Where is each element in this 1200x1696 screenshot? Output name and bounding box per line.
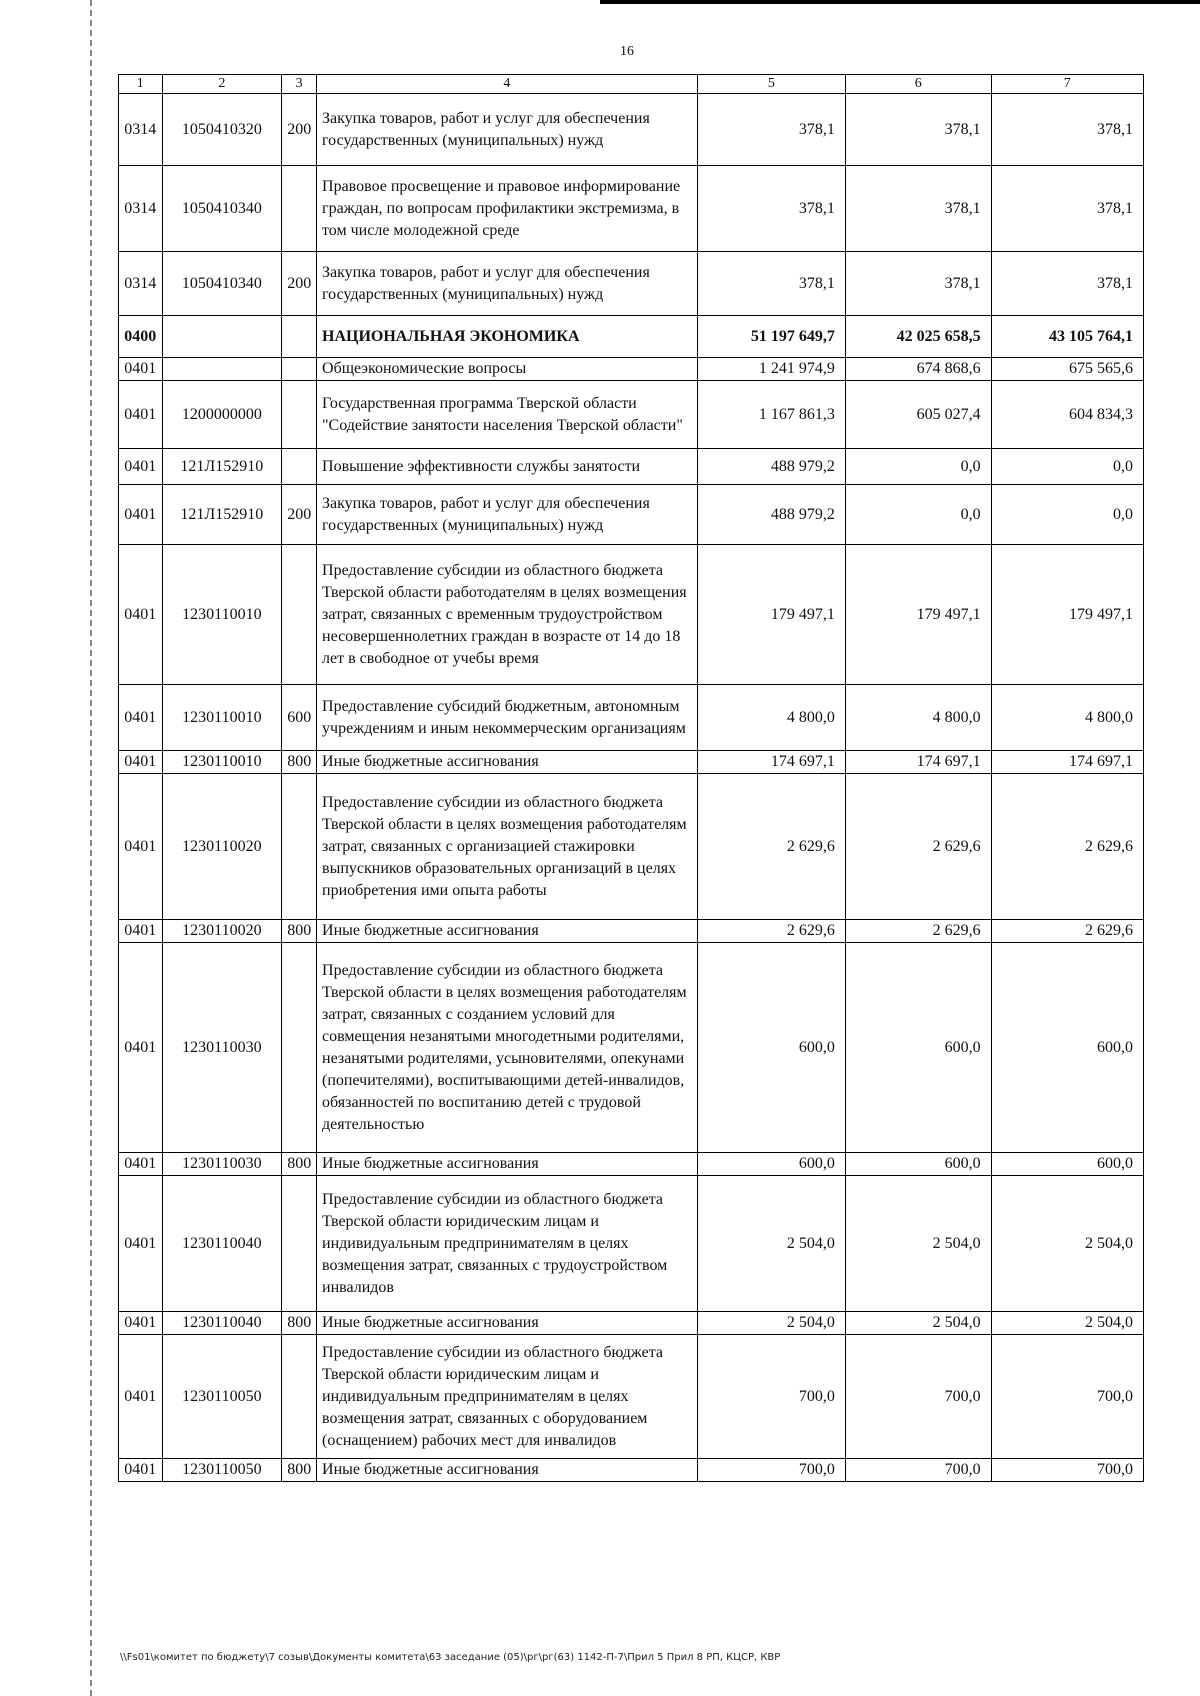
target-code: 1230110030 [162, 943, 282, 1153]
item-name: Государственная программа Тверской области "Содействие занятости населения Тверской области" [317, 381, 698, 449]
table-row [119, 1335, 1144, 1459]
expense-type [282, 166, 317, 252]
table-row [119, 449, 1144, 485]
expense-type [282, 449, 317, 485]
table-row [119, 166, 1144, 252]
amount-col-7: 43 105 764,1 [991, 316, 1143, 358]
target-code: 1050410340 [162, 166, 282, 252]
table-row [119, 685, 1144, 751]
header-col-3: 3 [282, 75, 317, 94]
table-row [119, 1176, 1144, 1312]
expense-type [282, 1176, 317, 1312]
amount-col-5: 700,0 [697, 1335, 845, 1459]
header-col-5: 5 [697, 75, 845, 94]
item-name: НАЦИОНАЛЬНАЯ ЭКОНОМИКА [317, 316, 698, 358]
table-row [119, 545, 1144, 685]
section-code: 0401 [119, 1459, 163, 1482]
amount-col-6: 42 025 658,5 [845, 316, 991, 358]
header-row [119, 75, 1144, 94]
table-row [119, 920, 1144, 943]
amount-col-7: 2 504,0 [991, 1176, 1143, 1312]
amount-col-7: 700,0 [991, 1459, 1143, 1482]
amount-col-6: 605 027,4 [845, 381, 991, 449]
expense-type [282, 545, 317, 685]
section-code: 0401 [119, 381, 163, 449]
scan-edge-line [600, 0, 1200, 4]
amount-col-5: 1 241 974,9 [697, 358, 845, 381]
amount-col-5: 378,1 [697, 252, 845, 316]
amount-col-5: 378,1 [697, 166, 845, 252]
expense-type [282, 774, 317, 920]
target-code: 1230110050 [162, 1459, 282, 1482]
amount-col-7: 600,0 [991, 943, 1143, 1153]
item-name: Общеэкономические вопросы [317, 358, 698, 381]
section-code: 0401 [119, 485, 163, 545]
amount-col-6: 378,1 [845, 94, 991, 166]
item-name: Предоставление субсидий бюджетным, автономным учреждениям и иным некоммерческим организациям [317, 685, 698, 751]
amount-col-7: 600,0 [991, 1153, 1143, 1176]
expense-type: 800 [282, 1312, 317, 1335]
section-code: 0401 [119, 358, 163, 381]
amount-col-7: 675 565,6 [991, 358, 1143, 381]
amount-col-5: 488 979,2 [697, 485, 845, 545]
section-code: 0314 [119, 252, 163, 316]
amount-col-6: 674 868,6 [845, 358, 991, 381]
amount-col-7: 4 800,0 [991, 685, 1143, 751]
item-name: Закупка товаров, работ и услуг для обеспечения государственных (муниципальных) нужд [317, 94, 698, 166]
item-name: Иные бюджетные ассигнования [317, 920, 698, 943]
amount-col-7: 700,0 [991, 1335, 1143, 1459]
binding-margin-line [90, 0, 92, 1696]
section-code: 0401 [119, 449, 163, 485]
amount-col-5: 179 497,1 [697, 545, 845, 685]
amount-col-6: 174 697,1 [845, 751, 991, 774]
target-code [162, 358, 282, 381]
item-name: Иные бюджетные ассигнования [317, 1312, 698, 1335]
target-code: 1050410340 [162, 252, 282, 316]
amount-col-6: 2 504,0 [845, 1312, 991, 1335]
target-code: 1230110010 [162, 685, 282, 751]
table-row [119, 94, 1144, 166]
expense-type [282, 943, 317, 1153]
amount-col-5: 488 979,2 [697, 449, 845, 485]
expense-type [282, 316, 317, 358]
expense-type: 600 [282, 685, 317, 751]
expense-type: 200 [282, 485, 317, 545]
table-row [119, 381, 1144, 449]
amount-col-6: 179 497,1 [845, 545, 991, 685]
expense-type: 800 [282, 920, 317, 943]
section-code: 0314 [119, 166, 163, 252]
amount-col-6: 700,0 [845, 1335, 991, 1459]
amount-col-6: 2 504,0 [845, 1176, 991, 1312]
item-name: Иные бюджетные ассигнования [317, 1153, 698, 1176]
amount-col-6: 378,1 [845, 166, 991, 252]
target-code: 1200000000 [162, 381, 282, 449]
amount-col-7: 2 629,6 [991, 920, 1143, 943]
amount-col-7: 378,1 [991, 94, 1143, 166]
expense-type: 800 [282, 751, 317, 774]
item-name: Иные бюджетные ассигнования [317, 751, 698, 774]
amount-col-6: 4 800,0 [845, 685, 991, 751]
amount-col-6: 0,0 [845, 449, 991, 485]
item-name: Повышение эффективности службы занятости [317, 449, 698, 485]
amount-col-6: 600,0 [845, 1153, 991, 1176]
header-col-1: 1 [119, 75, 163, 94]
budget-table [118, 74, 1144, 1482]
table-row [119, 943, 1144, 1153]
amount-col-6: 600,0 [845, 943, 991, 1153]
target-code: 1230110010 [162, 545, 282, 685]
target-code: 1230110050 [162, 1335, 282, 1459]
expense-type [282, 1335, 317, 1459]
amount-col-5: 2 629,6 [697, 774, 845, 920]
item-name: Предоставление субсидии из областного бюджета Тверской области в целях возмещения работодателям затрат, связанных с организацией стажировки выпускников образовательных организаций в целях приобретения ими опыта работы [317, 774, 698, 920]
amount-col-5: 2 504,0 [697, 1176, 845, 1312]
amount-col-6: 700,0 [845, 1459, 991, 1482]
table-row [119, 485, 1144, 545]
table-row [119, 1153, 1144, 1176]
header-col-6: 6 [845, 75, 991, 94]
amount-col-5: 2 504,0 [697, 1312, 845, 1335]
amount-col-6: 0,0 [845, 485, 991, 545]
amount-col-5: 1 167 861,3 [697, 381, 845, 449]
amount-col-7: 378,1 [991, 166, 1143, 252]
expense-type [282, 358, 317, 381]
table-row [119, 316, 1144, 358]
header-col-4: 4 [317, 75, 698, 94]
amount-col-5: 174 697,1 [697, 751, 845, 774]
target-code: 1230110010 [162, 751, 282, 774]
page-number: 16 [620, 44, 634, 59]
expense-type: 800 [282, 1459, 317, 1482]
target-code: 121Л152910 [162, 449, 282, 485]
expense-type: 200 [282, 252, 317, 316]
amount-col-5: 378,1 [697, 94, 845, 166]
header-col-7: 7 [991, 75, 1143, 94]
amount-col-5: 2 629,6 [697, 920, 845, 943]
section-code: 0401 [119, 774, 163, 920]
amount-col-5: 600,0 [697, 943, 845, 1153]
target-code: 1230110040 [162, 1312, 282, 1335]
item-name: Правовое просвещение и правовое информирование граждан, по вопросам профилактики экстремизма, в том числе молодежной среде [317, 166, 698, 252]
item-name: Предоставление субсидии из областного бюджета Тверской области в целях возмещения работодателям затрат, связанных с созданием условий для совмещения незанятыми многодетными родителями, незанятыми родителями, усыновителями, опекунами (попечителями), воспитывающими детей-инвалидов, обязанностей по воспитанию детей с трудовой деятельностью [317, 943, 698, 1153]
section-code: 0401 [119, 1176, 163, 1312]
section-code: 0401 [119, 943, 163, 1153]
amount-col-6: 378,1 [845, 252, 991, 316]
expense-type: 800 [282, 1153, 317, 1176]
item-name: Закупка товаров, работ и услуг для обеспечения государственных (муниципальных) нужд [317, 252, 698, 316]
table-row [119, 358, 1144, 381]
target-code [162, 316, 282, 358]
footer-file-path: \\Fs01\комитет по бюджету\7 созыв\Документы комитета\63 заседание (05)\рг\рг(63) 1142-П-7\Прил 5 Прил 8 РП, КЦСР, КВР [120, 1652, 781, 1663]
table-row [119, 1312, 1144, 1335]
table-row [119, 252, 1144, 316]
amount-col-5: 600,0 [697, 1153, 845, 1176]
amount-col-7: 378,1 [991, 252, 1143, 316]
section-code: 0401 [119, 1335, 163, 1459]
section-code: 0400 [119, 316, 163, 358]
amount-col-7: 2 504,0 [991, 1312, 1143, 1335]
amount-col-7: 2 629,6 [991, 774, 1143, 920]
target-code: 1050410320 [162, 94, 282, 166]
expense-type [282, 381, 317, 449]
header-col-2: 2 [162, 75, 282, 94]
item-name: Иные бюджетные ассигнования [317, 1459, 698, 1482]
item-name: Предоставление субсидии из областного бюджета Тверской области работодателям в целях возмещения затрат, связанных с временным трудоустройством несовершеннолетних граждан в возрасте от 14 до 18 лет в свободное от учебы время [317, 545, 698, 685]
target-code: 1230110020 [162, 920, 282, 943]
amount-col-7: 0,0 [991, 485, 1143, 545]
amount-col-6: 2 629,6 [845, 920, 991, 943]
amount-col-5: 51 197 649,7 [697, 316, 845, 358]
target-code: 1230110040 [162, 1176, 282, 1312]
item-name: Предоставление субсидии из областного бюджета Тверской области юридическим лицам и индивидуальным предпринимателям в целях возмещения затрат, связанных с оборудованием (оснащением) рабочих мест для инвалидов [317, 1335, 698, 1459]
section-code: 0401 [119, 751, 163, 774]
expense-type: 200 [282, 94, 317, 166]
table-row [119, 1459, 1144, 1482]
section-code: 0401 [119, 685, 163, 751]
target-code: 1230110020 [162, 774, 282, 920]
table-row [119, 774, 1144, 920]
amount-col-6: 2 629,6 [845, 774, 991, 920]
amount-col-7: 0,0 [991, 449, 1143, 485]
section-code: 0401 [119, 545, 163, 685]
section-code: 0401 [119, 920, 163, 943]
section-code: 0401 [119, 1312, 163, 1335]
item-name: Предоставление субсидии из областного бюджета Тверской области юридическим лицам и индивидуальным предпринимателям в целях возмещения затрат, связанных с трудоустройством инвалидов [317, 1176, 698, 1312]
amount-col-5: 4 800,0 [697, 685, 845, 751]
section-code: 0401 [119, 1153, 163, 1176]
section-code: 0314 [119, 94, 163, 166]
item-name: Закупка товаров, работ и услуг для обеспечения государственных (муниципальных) нужд [317, 485, 698, 545]
target-code: 121Л152910 [162, 485, 282, 545]
table-row [119, 751, 1144, 774]
amount-col-7: 604 834,3 [991, 381, 1143, 449]
amount-col-7: 174 697,1 [991, 751, 1143, 774]
target-code: 1230110030 [162, 1153, 282, 1176]
amount-col-7: 179 497,1 [991, 545, 1143, 685]
amount-col-5: 700,0 [697, 1459, 845, 1482]
